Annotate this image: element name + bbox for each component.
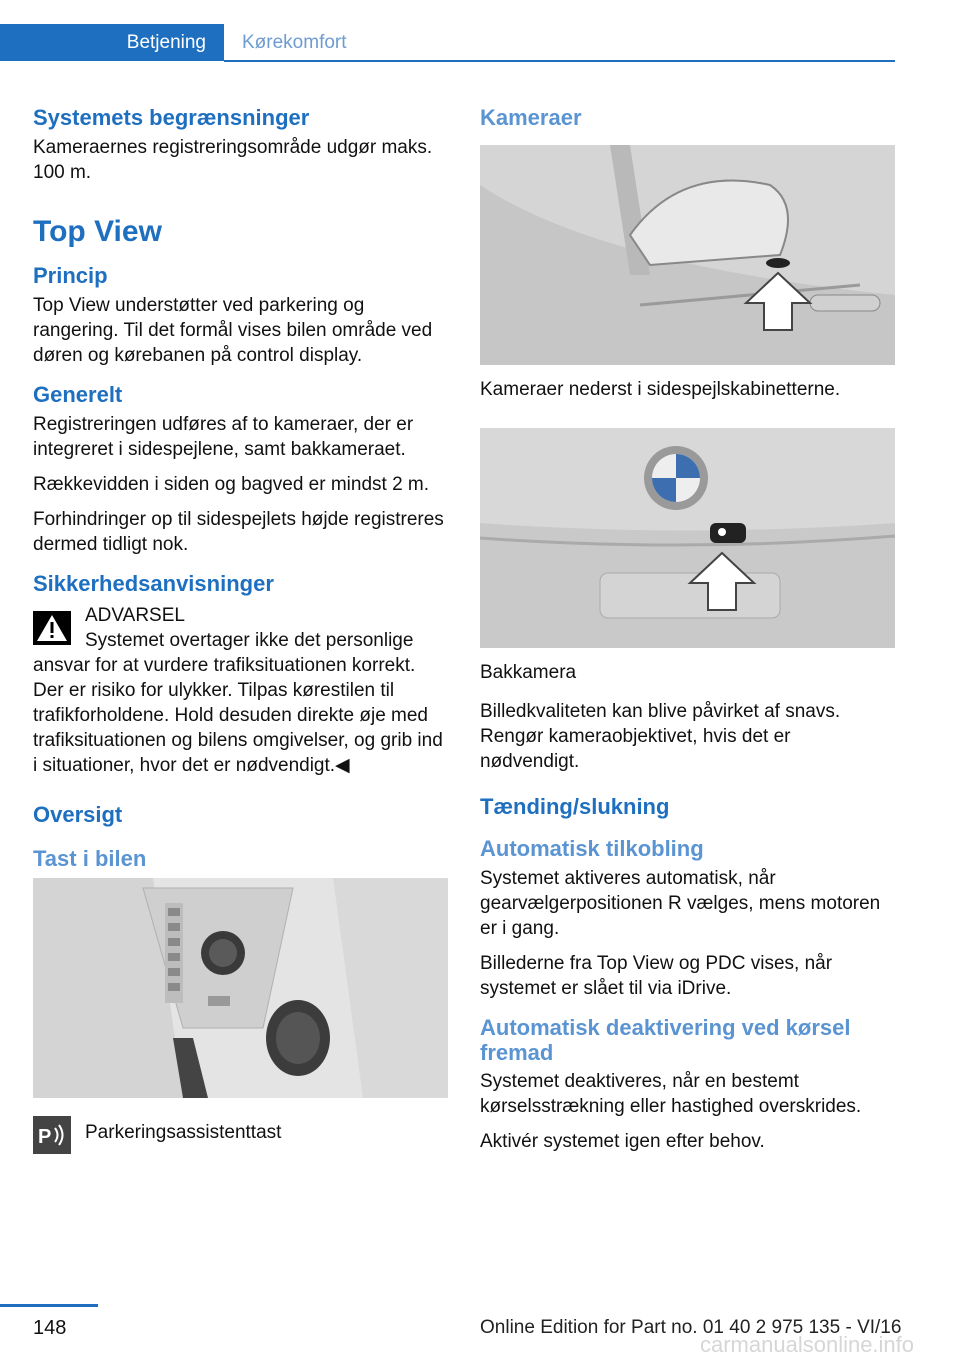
heading-on-off: Tænding/slukning [480,794,670,819]
left-column [33,95,448,1148]
paragraph-quality: Billedkvaliteten kan blive påvirket af snavs. Rengør kameraobjektivet, hvis det er nødvendigt. [480,701,841,772]
paragraph-limits: Kameraernes registreringsområde udgør maks. 100 m. [33,137,433,183]
header-bar [0,0,895,62]
warning-triangle-icon [33,611,71,645]
warning-block [33,603,448,778]
console-image [33,878,448,1098]
heading-auto-off: Automatisk deaktivering ved kørsel fremad [480,1015,851,1065]
tab-korekomfort[interactable]: Kørekomfort [242,31,347,53]
park-assist-icon [33,1116,71,1154]
svg-text:P: P [38,1126,52,1148]
heading-cameras: Kameraer [480,105,582,130]
heading-auto-on: Automatisk tilkobling [480,836,704,861]
paragraph-general-3: Forhindringer op til sidespejlets højde registreres dermed tidligt nok. [33,509,444,555]
warning-text [33,628,448,778]
header-rule [224,60,895,62]
heading-principle: Princip [33,263,108,288]
heading-safety: Sikkerhedsanvisninger [33,571,274,596]
button-caption: Parkeringsassistenttast [85,1122,282,1143]
edition-note: Online Edition for Part no. 01 40 2 975 135 - VI/16 [480,1317,902,1338]
watermark: carmanualsonline.info [700,1332,915,1357]
heading-general: Generelt [33,382,123,407]
page-number: 148 [33,1317,67,1339]
paragraph-auto-off-1: Systemet deaktiveres, når en bestemt kørselsstrækning eller hastighed overskrides. [480,1071,862,1117]
button-caption-row [33,1116,448,1148]
right-column [480,95,895,1164]
heading-limits: Systemets begrænsninger [33,105,310,130]
paragraph-principle: Top View understøtter ved parkering og rangering. Til det formål vises bilen område ved døren og kørebanen på control display. [33,295,433,366]
paragraph-auto-off-2: Aktivér systemet igen efter behov. [480,1131,765,1152]
warning-rest: ansvar for at vurdere trafiksituationen korrekt. Der er risiko for ulykker. Tilpas kørestilen til trafikforholdene. Hold desuden direkte øje med trafiksituationen og bilens omgivelser, og grib ind i situationer, hvor det er nødvendigt.◀ [33,655,443,776]
caption-rear: Bakkamera [480,662,577,683]
caption-mirror: Kameraer nederst i sidespejlskabinetterne. [480,379,841,400]
paragraph-general-2: Rækkevidden i siden og bagved er mindst 2 m. [33,474,430,495]
footer-rule [0,1304,98,1307]
warning-first-line: Systemet overtager ikke det personlige [85,630,414,651]
heading-button-in-car: Tast i bilen [33,846,147,871]
heading-top-view: Top View [33,215,162,248]
warning-label: ADVARSEL [85,605,185,626]
mirror-camera-image [480,145,895,365]
paragraph-auto-on-1: Systemet aktiveres automatisk, når gearvælgerpositionen R vælges, mens motoren er i gang. [480,868,881,939]
paragraph-general-1: Registreringen udføres af to kameraer, der er integreret i sidespejlene, samt bakkameraet. [33,414,414,460]
paragraph-auto-on-2: Billederne fra Top View og PDC vises, når systemet er slået til via iDrive. [480,953,833,999]
rear-camera-image [480,428,895,648]
tab-betjening[interactable]: Betjening [0,24,224,61]
heading-overview: Oversigt [33,802,123,827]
